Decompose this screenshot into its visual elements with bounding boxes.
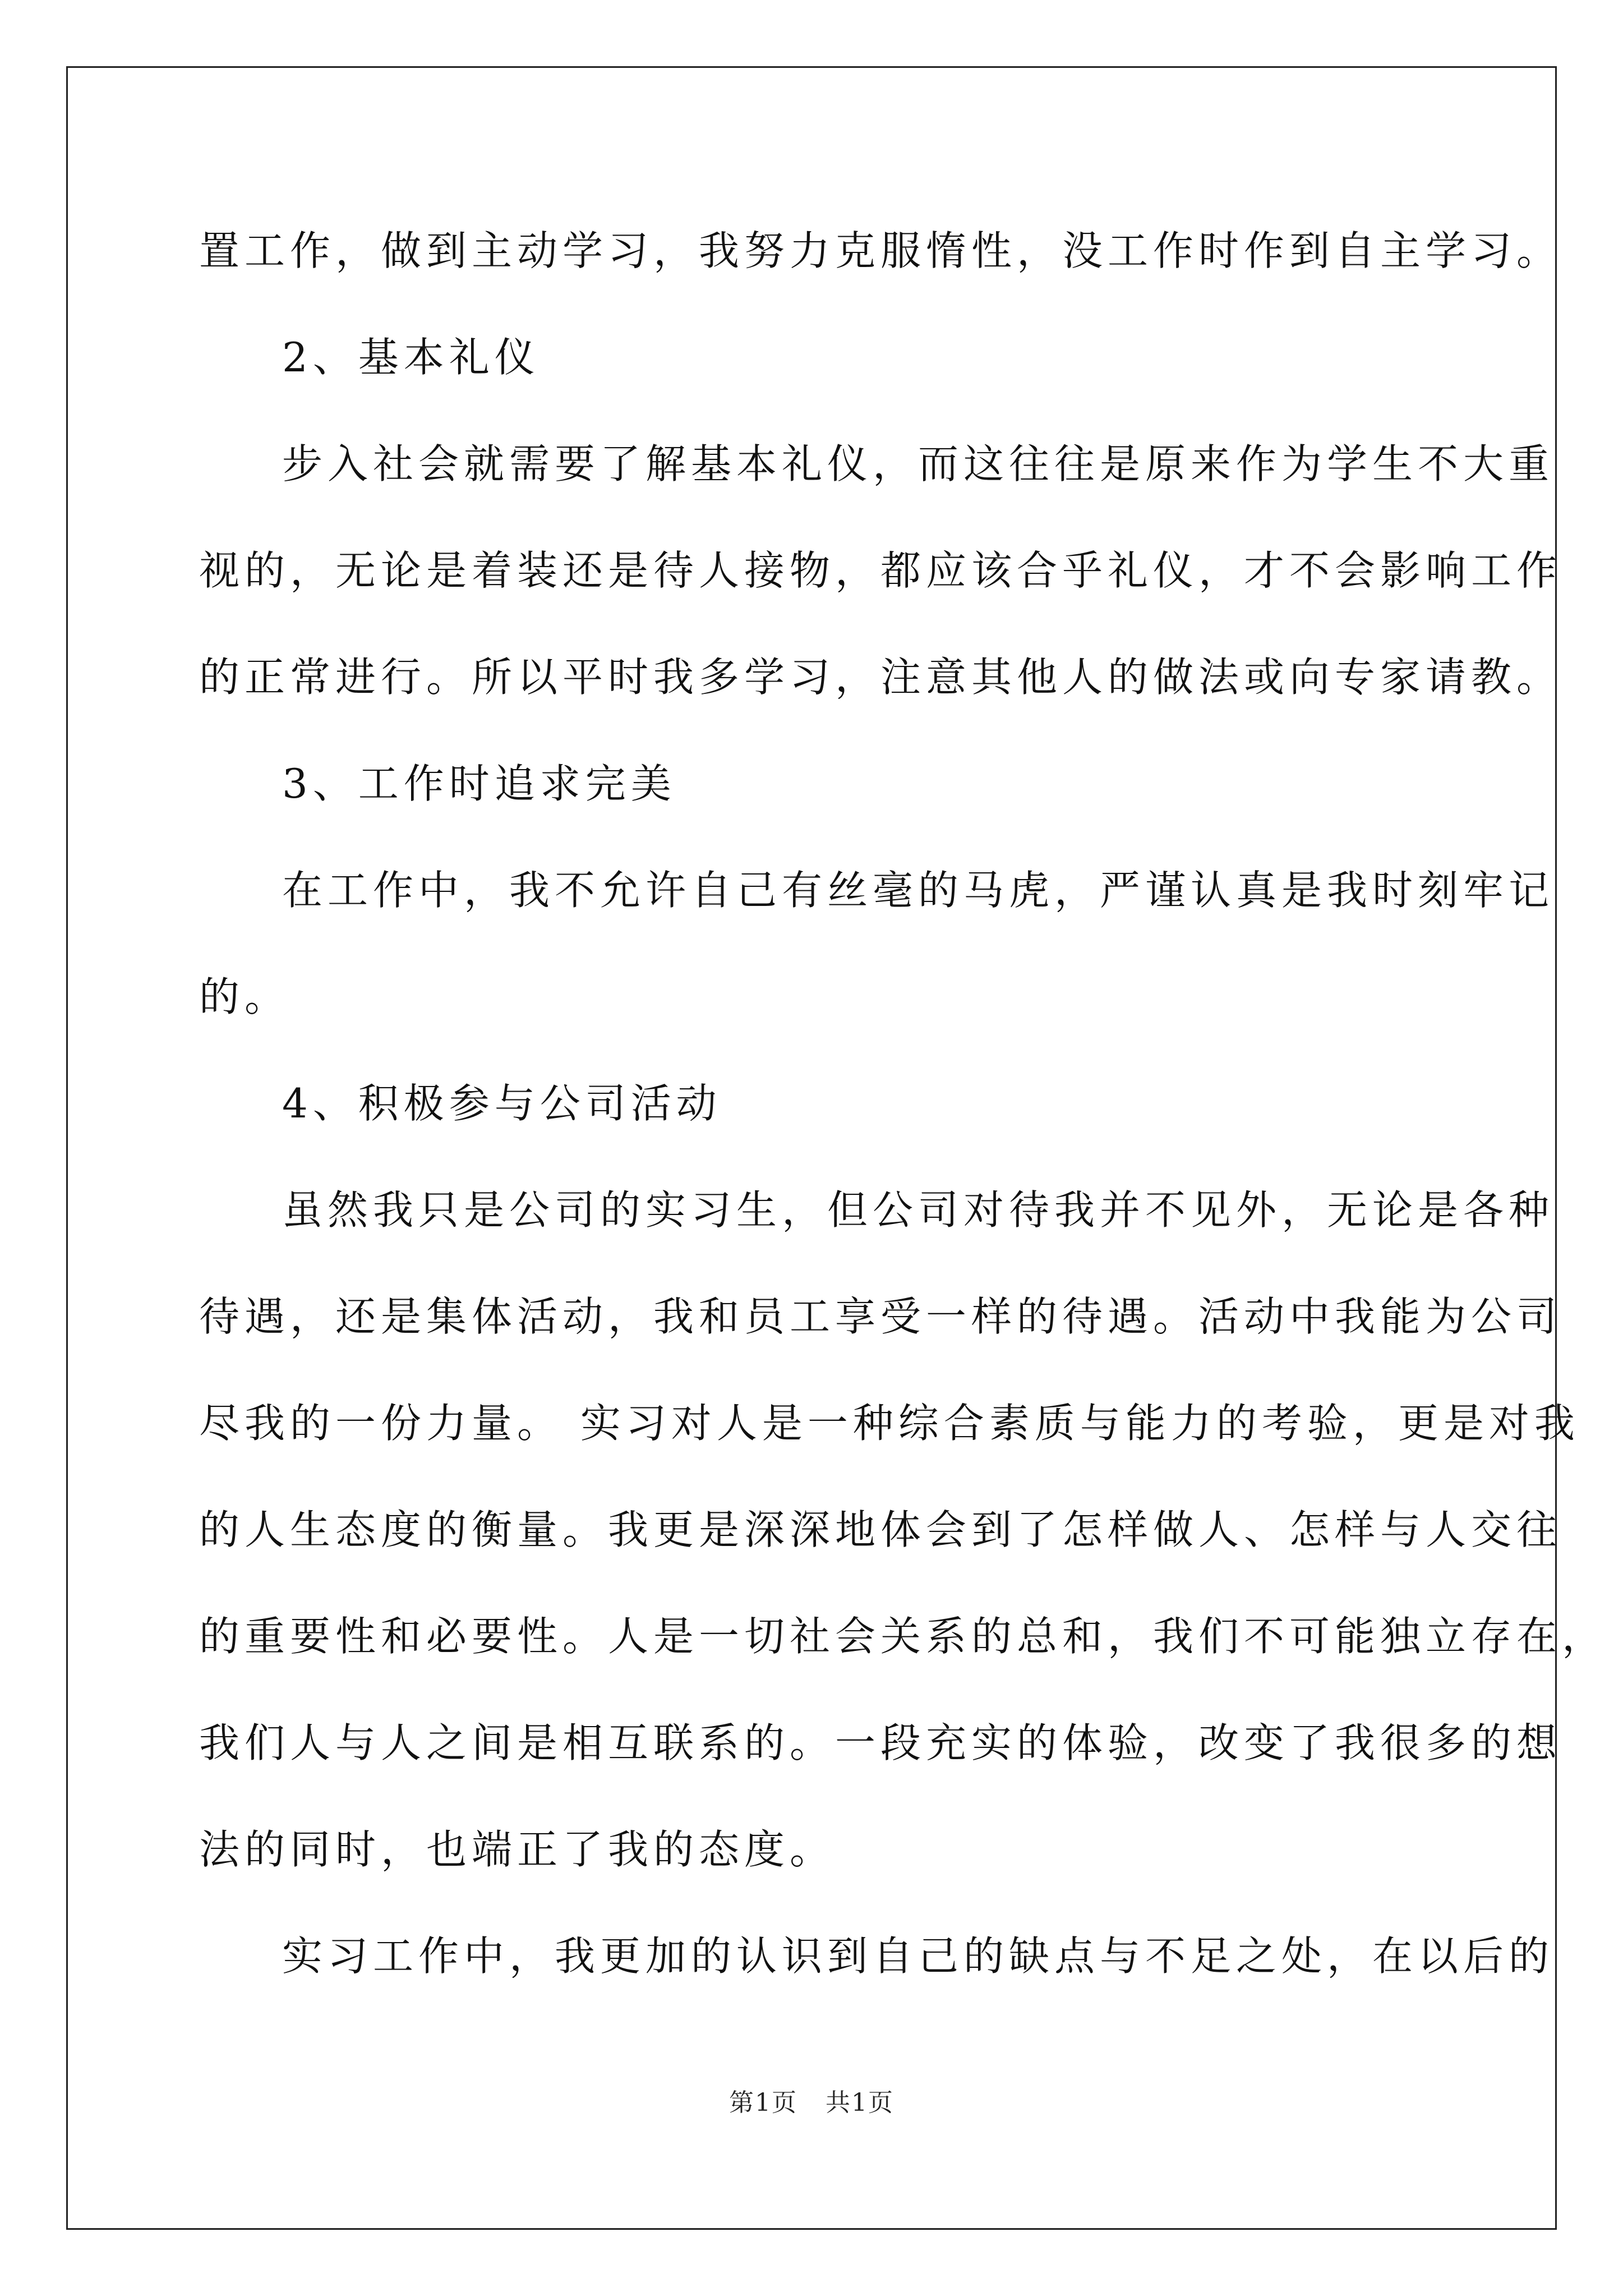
text-line-8: 的。 [199,973,291,1020]
document-body [199,209,1608,2021]
text-line-17: 实习工作中，我更加的认识到自己的缺点与不足之处，在以后的 [282,1932,1555,1980]
text-line-13: 的人生态度的衡量。我更是深深地体会到了怎样做人、怎样与人交往 [199,1506,1562,1553]
text-line-3: 步入社会就需要了解基本礼仪，而这往往是原来作为学生不大重 [282,440,1555,487]
page-number-total: 共1页 [826,2088,894,2117]
text-line-14: 的重要性和必要性。人是一切社会关系的总和，我们不可能独立存在， [199,1613,1608,1660]
text-line-4: 视的，无论是着装还是待人接物，都应该合乎礼仪，才不会影响工作 [199,547,1562,594]
section-heading-3: 3、工作时追求完美 [282,760,676,807]
page-number-current: 第1页 [729,2088,797,2117]
text-line-15: 我们人与人之间是相互联系的。一段充实的体验，改变了我很多的想 [199,1719,1562,1766]
text-line-12: 尽我的一份力量。 实习对人是一种综合素质与能力的考验，更是对我 [199,1400,1580,1447]
section-heading-4: 4、积极参与公司活动 [282,1080,722,1127]
text-line-10: 虽然我只是公司的实习生，但公司对待我并不见外，无论是各种 [282,1186,1555,1234]
text-line-11: 待遇，还是集体活动，我和员工享受一样的待遇。活动中我能为公司 [199,1293,1562,1340]
text-line-7: 在工作中，我不允许自己有丝毫的马虎，严谨认真是我时刻牢记 [282,867,1555,914]
text-line-5: 的正常进行。所以平时我多学习，注意其他人的做法或向专家请教。 [199,654,1562,701]
text-line-1: 置工作，做到主动学习，我努力克服惰性，没工作时作到自主学习。 [199,227,1562,274]
section-heading-2: 2、基本礼仪 [282,334,540,381]
page-footer [0,2082,1623,2118]
text-line-16: 法的同时，也端正了我的态度。 [199,1826,836,1873]
